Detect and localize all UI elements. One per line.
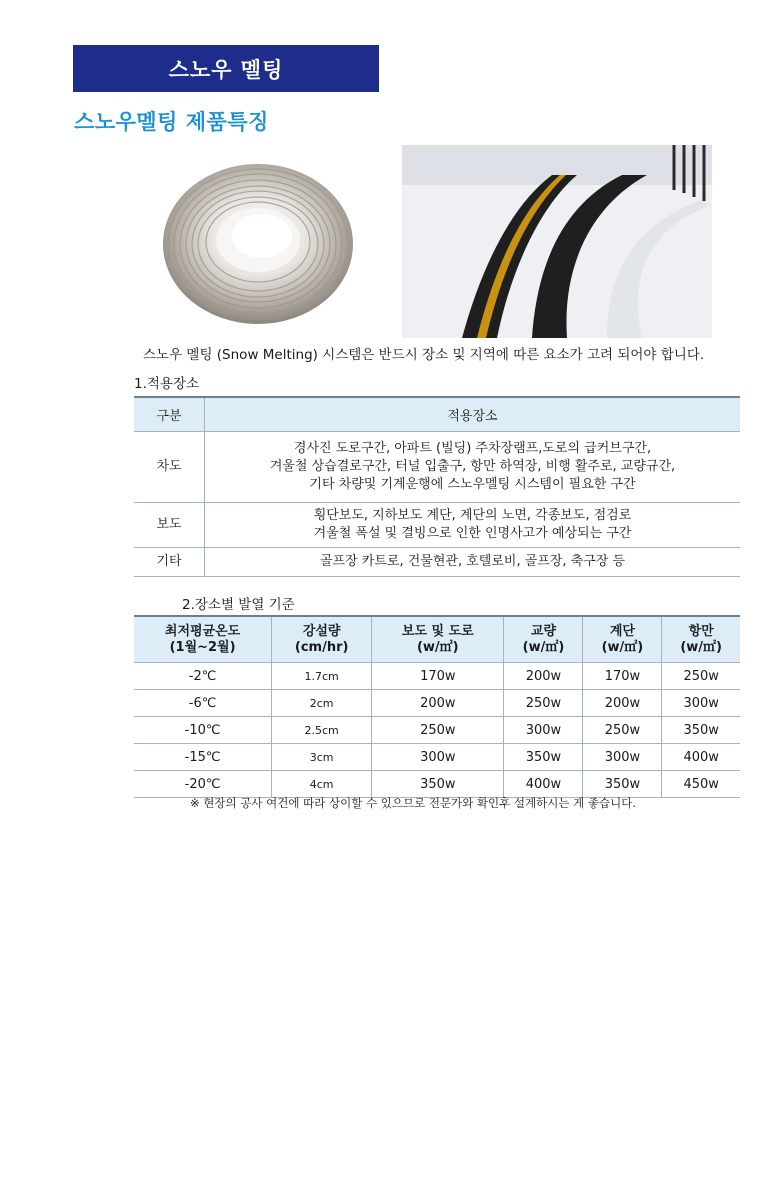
- section-subtitle: 스노우멜팅 제품특징: [74, 110, 269, 134]
- cell-stairs: 170w: [583, 663, 662, 690]
- header-bridge: 교량 (w/㎡): [504, 616, 583, 663]
- description-text: 스노우 멜팅 (Snow Melting) 시스템은 반드시 장소 및 지역에 따른 요소가 고려 되어야 합니다.: [143, 347, 705, 363]
- header-min-temp: 최저평균온도 (1월~2월): [134, 616, 272, 663]
- footnote: ※ 현장의 공사 여건에 따라 상이할 수 있으므로 전문가와 확인후 설계하시는 게 좋습니다.: [190, 796, 636, 810]
- cell-bridge: 200w: [504, 663, 583, 690]
- row-places: [205, 548, 741, 577]
- cell-snowfall: 2.5cm: [272, 717, 372, 744]
- header-category: 구분: [134, 397, 205, 432]
- row-places: [205, 432, 741, 503]
- table-row: [134, 690, 740, 717]
- table-row: [134, 548, 740, 577]
- table-row: [134, 744, 740, 771]
- row-category: 차도: [134, 432, 205, 503]
- cell-port: 350w: [662, 717, 740, 744]
- cell-port: 300w: [662, 690, 740, 717]
- table-row: [134, 771, 740, 798]
- place-line: 겨울철 상습결로구간, 터널 입출구, 항만 하역장, 비행 활주로, 교량규간,: [269, 459, 676, 474]
- cell-stairs: 250w: [583, 717, 662, 744]
- header-snowfall: 강설량 (cm/hr): [272, 616, 372, 663]
- cell-snowfall: 4cm: [272, 771, 372, 798]
- cell-temp: -10℃: [134, 717, 272, 744]
- cell-temp: -6℃: [134, 690, 272, 717]
- cell-port: 400w: [662, 744, 740, 771]
- header-port: 항만 (w/㎡): [662, 616, 740, 663]
- table-row: [134, 432, 740, 503]
- section1-title: 1.적용장소: [134, 376, 200, 392]
- table-row: [134, 503, 740, 548]
- header-places: 적용장소: [205, 397, 741, 432]
- table-row: [134, 717, 740, 744]
- cell-road: 170w: [372, 663, 504, 690]
- place-line: 기타 차량및 기계운행에 스노우멜팅 시스템이 필요한 구간: [309, 477, 636, 492]
- cell-bridge: 350w: [504, 744, 583, 771]
- heating-cable-coil-image: [158, 152, 358, 332]
- cell-road: 200w: [372, 690, 504, 717]
- row-places: [205, 503, 741, 548]
- cell-snowfall: 3cm: [272, 744, 372, 771]
- cell-stairs: 200w: [583, 690, 662, 717]
- cell-port: 250w: [662, 663, 740, 690]
- cell-snowfall: 2cm: [272, 690, 372, 717]
- cell-snowfall: 1.7cm: [272, 663, 372, 690]
- heating-standard-table: [134, 615, 740, 798]
- page-banner: 스노우 멜팅: [73, 45, 379, 92]
- cell-temp: -20℃: [134, 771, 272, 798]
- cell-road: 250w: [372, 717, 504, 744]
- cell-port: 450w: [662, 771, 740, 798]
- cell-stairs: 350w: [583, 771, 662, 798]
- cell-bridge: 400w: [504, 771, 583, 798]
- cell-road: 350w: [372, 771, 504, 798]
- row-category: 보도: [134, 503, 205, 548]
- place-line: 횡단보도, 지하보도 계단, 계단의 노면, 각종보도, 점검로: [313, 508, 632, 523]
- cell-road: 300w: [372, 744, 504, 771]
- place-line: 경사진 도로구간, 아파트 (빌딩) 주차장램프,도로의 급커브구간,: [293, 441, 652, 456]
- place-line: 겨울철 폭설 및 결빙으로 인한 인명사고가 예상되는 구간: [313, 526, 632, 541]
- cell-temp: -2℃: [134, 663, 272, 690]
- row-category: 기타: [134, 548, 205, 577]
- cell-bridge: 250w: [504, 690, 583, 717]
- cell-stairs: 300w: [583, 744, 662, 771]
- header-sidewalk-road: 보도 및 도로 (w/㎡): [372, 616, 504, 663]
- place-line: 골프장 카트로, 건물현관, 호텔로비, 골프장, 축구장 등: [319, 554, 626, 569]
- table-row: [134, 663, 740, 690]
- snow-melted-road-image: [402, 145, 712, 338]
- section2-title: 2.장소별 발열 기준: [182, 597, 295, 613]
- header-stairs: 계단 (w/㎡): [583, 616, 662, 663]
- application-table: [134, 396, 740, 577]
- cell-temp: -15℃: [134, 744, 272, 771]
- cell-bridge: 300w: [504, 717, 583, 744]
